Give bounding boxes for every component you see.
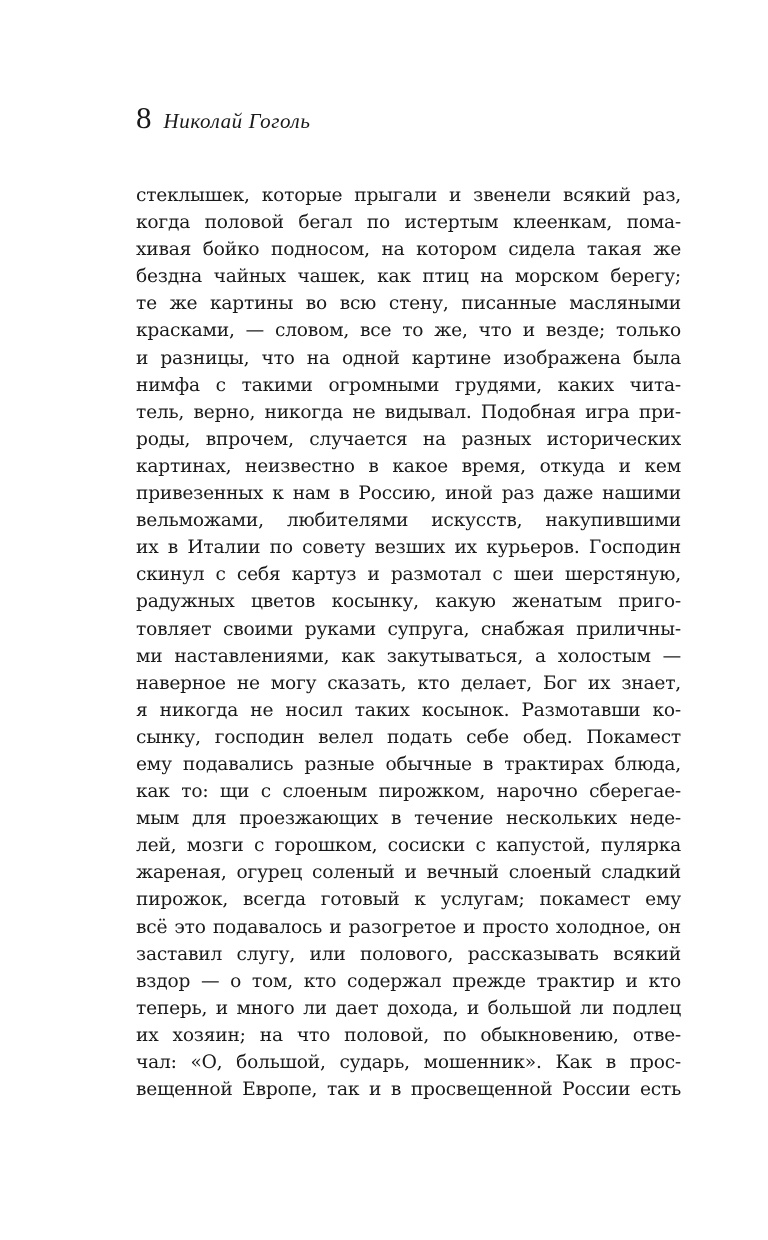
text-line: их в Италии по совету везших их курьеров. Господин bbox=[136, 537, 681, 559]
text-line: я никогда не носил таких косынок. Размотавши ко- bbox=[136, 699, 681, 721]
text-line: радужных цветов косынку, какую женатым приго- bbox=[136, 591, 681, 613]
text-line: товляет своими руками супруга, снабжая приличны- bbox=[136, 618, 681, 640]
text-line: роды, впрочем, случается на разных исторических bbox=[136, 428, 681, 450]
text-line: стеклышек, которые прыгали и звенели всякий раз, bbox=[136, 185, 681, 206]
text-line: привезенных к нам в Россию, иной раз даже нашими bbox=[136, 483, 681, 505]
text-line: заставил слугу, или полового, рассказывать всякий bbox=[136, 943, 681, 965]
text-line: жареная, огурец соленый и вечный слоеный сладкий bbox=[136, 862, 681, 884]
text-line: сынку, господин велел подать себе обед. Покамест bbox=[136, 726, 681, 748]
text-line: всё это подавалось и разогретое и просто холодное, он bbox=[136, 916, 681, 938]
body-text bbox=[136, 182, 681, 1103]
text-line: лей, мозги с горошком, сосиски с капустой, пулярка bbox=[136, 835, 681, 857]
text-line: хивая бойко подносом, на котором сидела такая же bbox=[136, 239, 681, 261]
text-line: тель, верно, никогда не видывал. Подобная игра при- bbox=[136, 401, 681, 423]
text-line: мым для проезжающих в течение нескольких неде- bbox=[136, 808, 681, 830]
text-line: наверное не могу сказать, кто делает, Бог их знает, bbox=[136, 672, 681, 694]
text-line: и разницы, что на одной картине изображена была bbox=[136, 347, 681, 369]
text-line: вещенной Европе, так и в просвещенной России есть bbox=[136, 1079, 681, 1101]
text-line: бездна чайных чашек, как птиц на морском берегу; bbox=[136, 266, 681, 288]
text-line: те же картины во всю стену, писанные масляными bbox=[136, 293, 681, 315]
running-title: Николай Гоголь bbox=[163, 109, 311, 133]
text-line: красками, — словом, все то же, что и везде; только bbox=[136, 320, 681, 342]
text-line: когда половой бегал по истертым клеенкам, пома- bbox=[136, 212, 681, 234]
text-line: пирожок, всегда готовый к услугам; покамест ему bbox=[136, 889, 681, 911]
text-line: ми наставлениями, как закутываться, а холостым — bbox=[136, 645, 681, 667]
text-line: вздор — о том, кто содержал прежде трактир и кто bbox=[136, 970, 681, 992]
text-line: теперь, и много ли дает дохода, и большой ли подлец bbox=[136, 997, 681, 1019]
text-line: их хозяин; на что половой, по обыкновению, отве- bbox=[136, 1024, 681, 1046]
text-line: вельможами, любителями искусств, накупившими bbox=[136, 510, 681, 532]
text-line: ему подавались разные обычные в трактирах блюда, bbox=[136, 753, 681, 775]
text-line: чал: «О, большой, сударь, мошенник». Как в прос- bbox=[136, 1052, 681, 1073]
text-line: скинул с себя картуз и размотал с шеи шерстяную, bbox=[136, 564, 681, 586]
running-head bbox=[136, 98, 310, 138]
text-line: как то: щи с слоеным пирожком, нарочно сберегае- bbox=[136, 781, 681, 803]
page-number: 8 bbox=[136, 100, 152, 135]
text-line: нимфа с такими огромными грудями, каких чита- bbox=[136, 374, 681, 396]
text-line: картинах, неизвестно в какое время, откуда и кем bbox=[136, 455, 681, 477]
